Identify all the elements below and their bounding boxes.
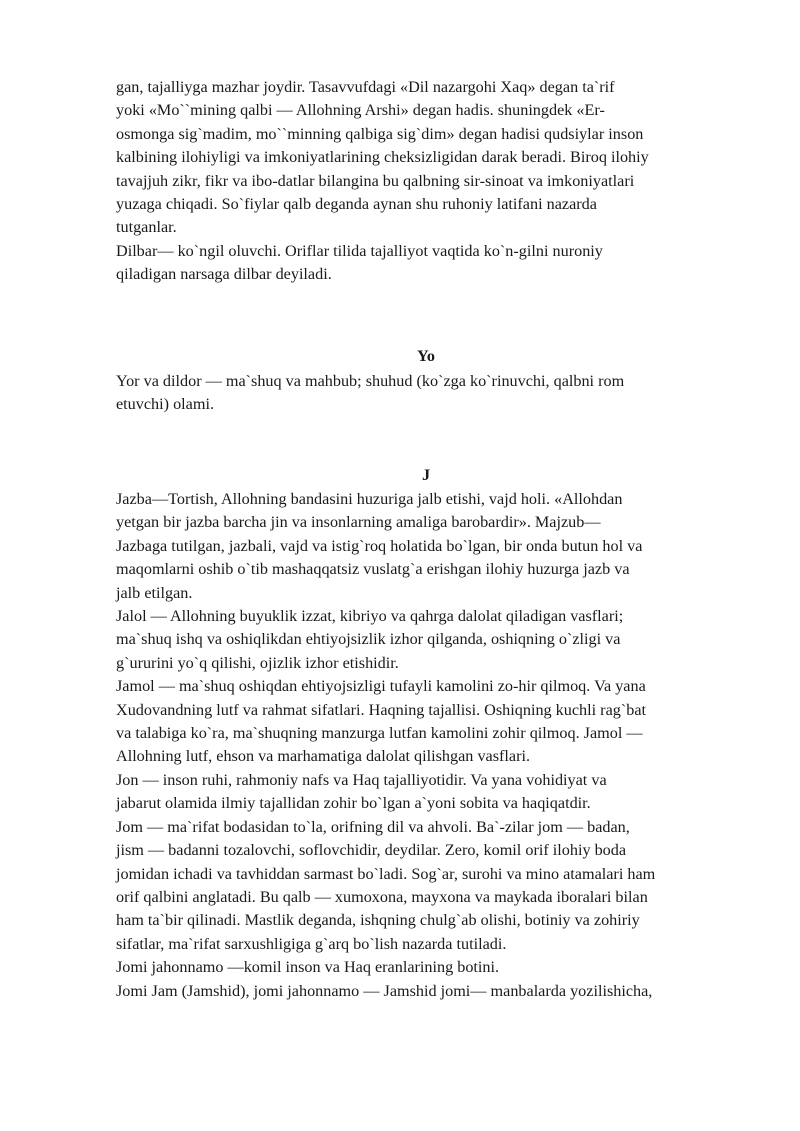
section-heading-yo: Yo xyxy=(417,347,435,365)
paragraph-j-entries: Jazba—Tortish, Allohning bandasini huzuriga jalb etishi, vajd holi. «Allohdan yetgan bir jazba barcha jin va insonlarning amaliga barobardir». Majzub— Jazbaga tutilgan, jazbali, vajd va istig`roq holatida bo`lgan, bir onda butun hol va maqomlarni oshib o`tib mashaqqatsiz vuslatg`a erishgan ilohiy huzurga jazb va jalb etilgan. Jalol — Allohning buyuklik izzat, kibriyo va qahrga dalolat qiladigan vasflari; ma`shuq ishq va oshiqlikdan ehtiyojsizlik izhor qilganda, oshiqning o`zligi va g`ururini yo`q qilishi, ojizlik izhor etishidir. Jamol — ma`shuq oshiqdan ehtiyojsizligi tufayli kamolini zo-hir qilmoq. Va yana Xudovandning lutf va rahmat sifatlari. Haqning tajallisi. Oshiqning kuchli rag`bat va talabiga ko`ra, ma`shuqning manzurga lutfan kamolini zohir qilmoq. Jamol — Allohning lutf, ehson va marhamatiga dalolat qilishgan vasflari. Jon — inson ruhi, rahmoniy nafs va Haq tajalliyotidir. Va yana vohidiyat va jabarut olamida ilmiy tajallidan zohir bo`lgan a`yoni sobita va haqiqatdir. Jom — ma`rifat bodasidan to`la, orifning dil va ahvoli. Ba`-zilar jom — badan, jism — badanni tozalovchi, soflovchidir, deydilar. Zero, komil orif ilohiy boda jomidan ichadi va tavhiddan sarmast bo`ladi. Sog`ar, surohi va mino atamalari ham orif qalbini anglatadi. Bu qalb — xumoxona, mayxona va maykada iboralari bilan ham ta`bir qilinadi. Mastlik deganda, ishqning chulg`ab olishi, botiniy va zohiriy sifatlar, ma`rifat sarxushligiga g`arq bo`lish nazarda tutiladi. Jomi jahonnamo —komil inson va Haq eranlarining botini. Jomi Jam (Jamshid), jomi jahonnamo — Jamshid jomi— manbalarda yozilishicha, xyxy=(116,490,656,1000)
paragraph-qalb-dilbar: gan, tajalliyga mazhar joydir. Tasavvufdagi «Dil nazargohi Xaq» degan ta`rif yoki «Mo``mining qalbi — Allohning Arshi» degan hadis. shuningdek «Er- osmonga sig`madim, mo``minning qalbiga sig`dim» degan hadisi qudsiylar inson kalbining ilohiyligi va imkoniyatlarining cheksizligidan darak beradi. Biroq ilohiy tavajjuh zikr, fikr va ibo-datlar bilangina bu qalbning sir-sinoat va imkoniyatlari yuzaga chiqadi. So`fiylar qalb deganda aynan shu ruhoniy latifani nazarda tutganlar. Dilbar— ko`ngil oluvchi. Oriflar tilida tajalliyot vaqtida ko`n-gilni nuroniy qiladigan narsaga dilbar deyiladi. xyxy=(116,78,649,284)
paragraph-yor-dildor: Yor va dildor — ma`shuq va mahbub; shuhud (ko`zga ko`rinuvchi, qalbni rom etuvchi) olami. xyxy=(116,372,625,414)
section-heading-j: J xyxy=(421,466,431,484)
